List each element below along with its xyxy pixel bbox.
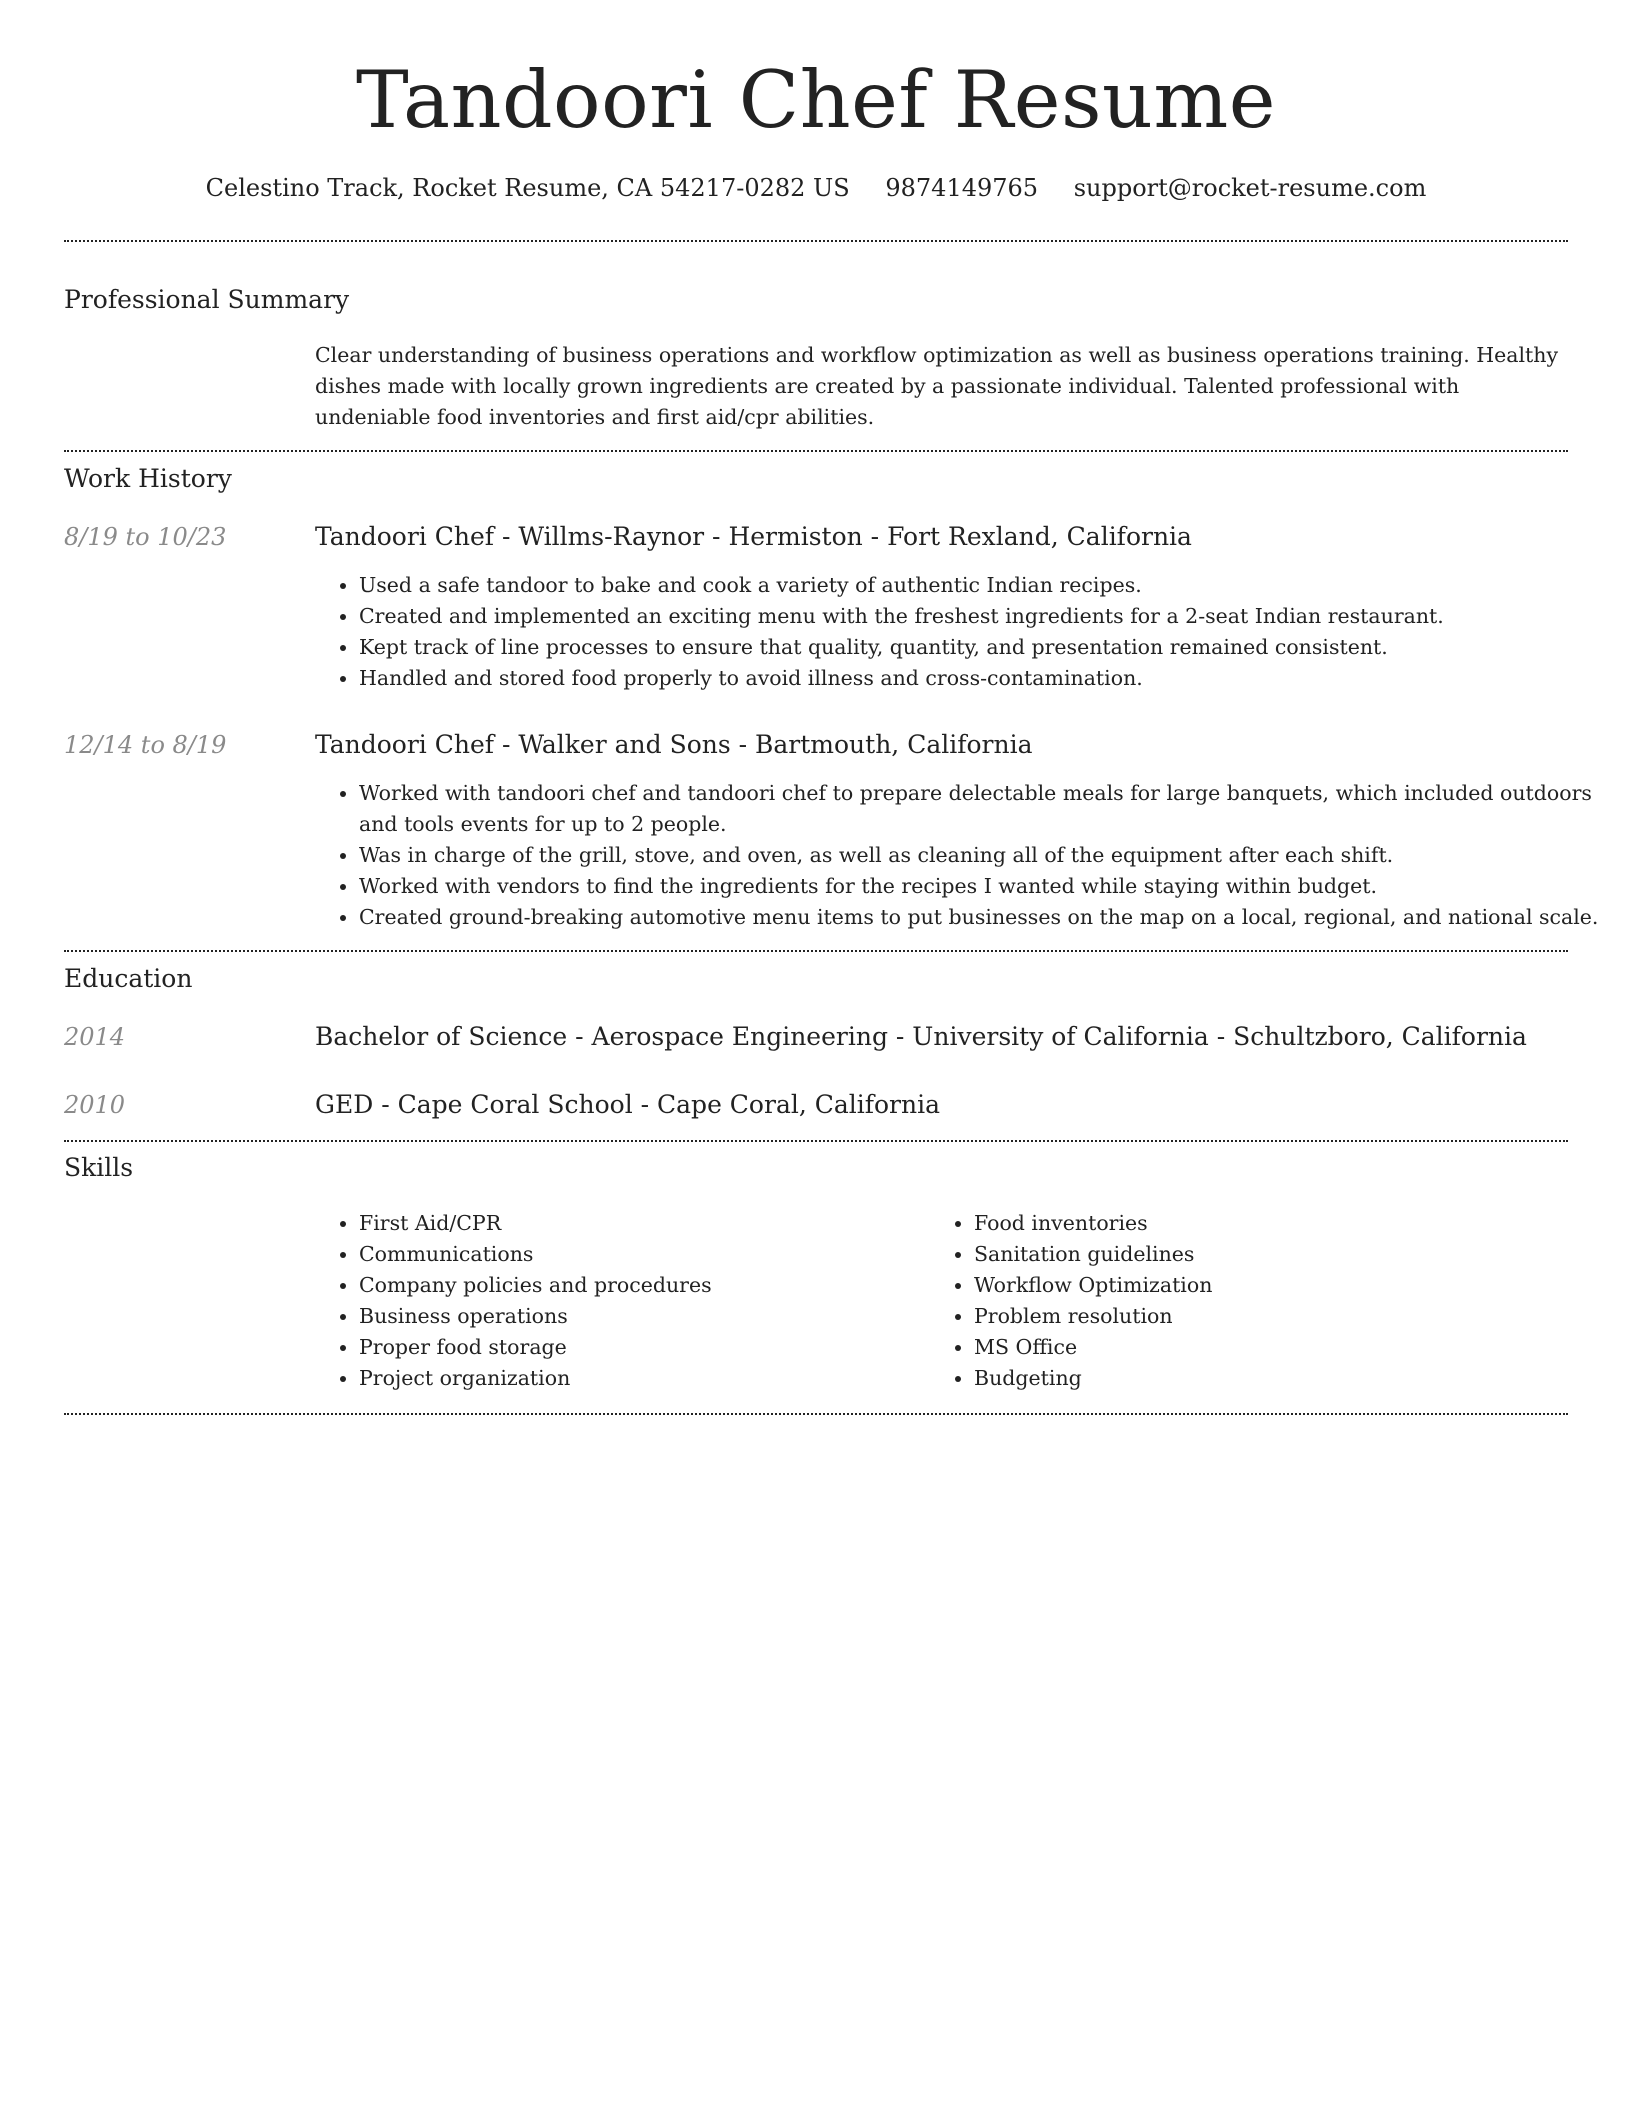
job-bullet: • Kept track of line processes to ensure that quality, quantity, and presentation remained consistent. xyxy=(359,632,1614,663)
job-bullets xyxy=(315,570,1614,694)
divider xyxy=(64,950,1568,952)
contact-address: Celestino Track, Rocket Resume, CA 54217-0282 US xyxy=(205,174,850,202)
skill-item: • Workflow Optimization xyxy=(974,1270,1534,1301)
education-year: 2010 xyxy=(64,1091,126,1119)
skills-list-right xyxy=(930,1208,1534,1394)
job-title: Tandoori Chef - Walker and Sons - Bartmouth, California xyxy=(315,730,1033,759)
divider xyxy=(64,1140,1568,1142)
skill-item: • Proper food storage xyxy=(359,1332,919,1363)
skill-item: • Budgeting xyxy=(974,1363,1534,1394)
skill-item: • Food inventories xyxy=(974,1208,1534,1239)
education-title: Bachelor of Science - Aerospace Engineering - University of California - Schultzboro, California xyxy=(315,1022,1527,1051)
job-bullet: • Created and implemented an exciting menu with the freshest ingredients for a 2-seat Indian restaurant. xyxy=(359,601,1614,632)
divider xyxy=(64,1413,1568,1415)
divider xyxy=(64,240,1568,242)
work-history-heading: Work History xyxy=(64,464,232,493)
skill-item: • Communications xyxy=(359,1239,919,1270)
skill-item: • Business operations xyxy=(359,1301,919,1332)
job-bullet: • Handled and stored food properly to avoid illness and cross-contamination. xyxy=(359,663,1614,694)
skills-list-left xyxy=(315,1208,919,1394)
skill-item: • First Aid/CPR xyxy=(359,1208,919,1239)
job-title: Tandoori Chef - Willms-Raynor - Hermiston - Fort Rexland, California xyxy=(315,522,1192,551)
education-title: GED - Cape Coral School - Cape Coral, California xyxy=(315,1090,941,1119)
education-heading: Education xyxy=(64,964,193,993)
skill-item: • Project organization xyxy=(359,1363,919,1394)
job-bullet: • Used a safe tandoor to bake and cook a variety of authentic Indian recipes. xyxy=(359,570,1614,601)
skill-item: • MS Office xyxy=(974,1332,1534,1363)
contact-line xyxy=(0,170,1632,206)
resume-title: Tandoori Chef Resume xyxy=(355,54,1277,146)
summary-heading: Professional Summary xyxy=(64,285,350,314)
job-bullet: • Was in charge of the grill, stove, and oven, as well as cleaning all of the equipment after each shift. xyxy=(359,840,1614,871)
job-bullet: • Worked with vendors to find the ingredients for the recipes I wanted while staying within budget. xyxy=(359,871,1614,902)
summary-text: Clear understanding of business operations and workflow optimization as well as business operations training. Healthy dishes made with locally grown ingredients are created by a passionate individual. Talented professional with undeniable food inventories and first aid/cpr abilities. xyxy=(315,343,1559,429)
job-bullets xyxy=(315,778,1614,933)
divider xyxy=(64,450,1568,452)
job-bullet: • Worked with tandoori chef and tandoori chef to prepare delectable meals for large banquets, which included outdoors and tools events for up to 2 people. xyxy=(359,778,1614,840)
contact-phone: 9874149765 xyxy=(885,174,1039,202)
job-dates: 12/14 to 8/19 xyxy=(64,731,227,759)
education-year: 2014 xyxy=(64,1023,126,1051)
skill-item: • Problem resolution xyxy=(974,1301,1534,1332)
skill-item: • Company policies and procedures xyxy=(359,1270,919,1301)
job-bullet: • Created ground-breaking automotive menu items to put businesses on the map on a local, regional, and national scale. xyxy=(359,902,1614,933)
contact-email: support@rocket-resume.com xyxy=(1073,174,1427,202)
skill-item: • Sanitation guidelines xyxy=(974,1239,1534,1270)
skills-heading: Skills xyxy=(64,1153,134,1182)
job-dates: 8/19 to 10/23 xyxy=(64,523,227,551)
